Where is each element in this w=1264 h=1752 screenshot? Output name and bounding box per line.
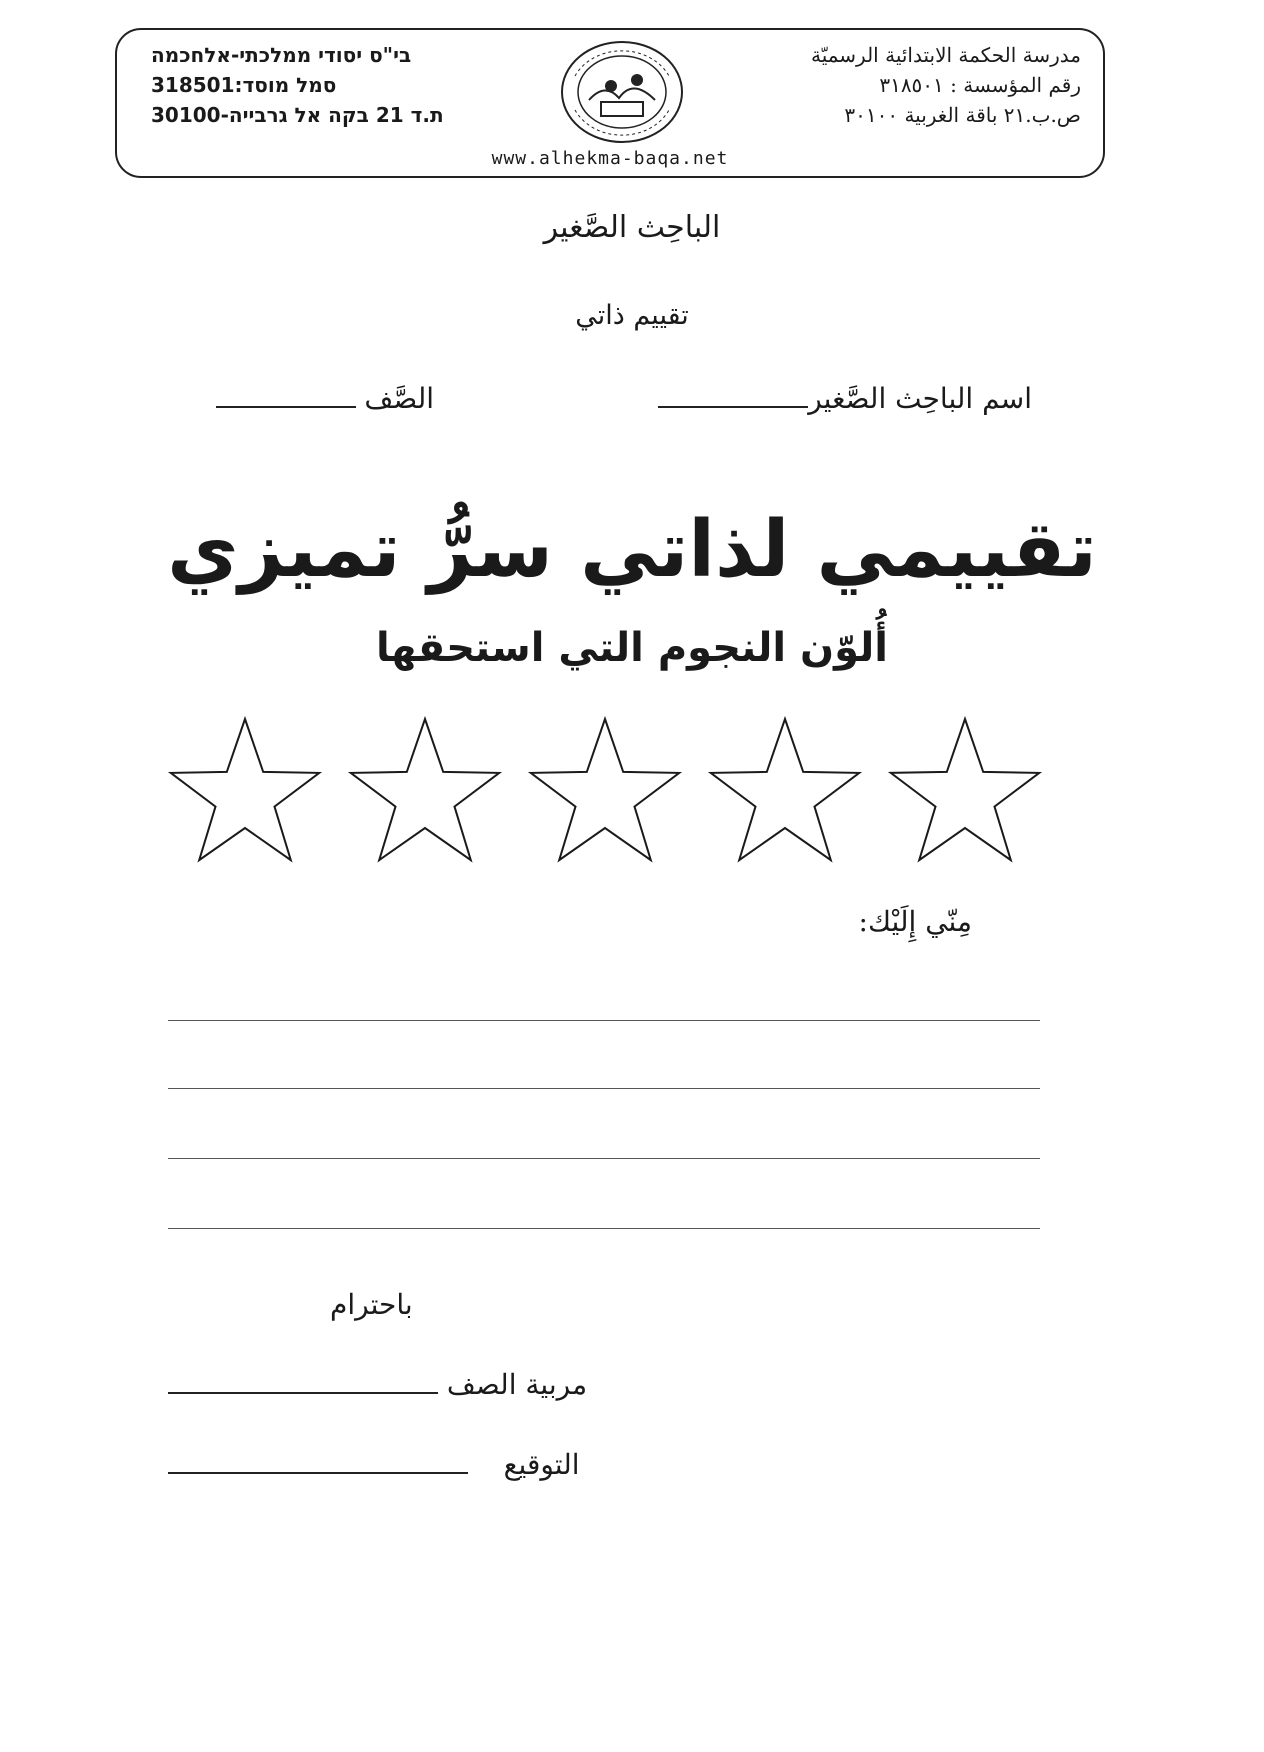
address-hebrew: ת.ד 21 בקה אל גרבייה-30100	[151, 103, 444, 127]
researcher-name-blank[interactable]	[658, 388, 808, 408]
class-field[interactable]	[216, 382, 434, 415]
school-seal-icon	[557, 38, 687, 146]
coloring-instruction: أُلوّن النجوم التي استحقها	[376, 625, 888, 671]
signature-blank[interactable]	[168, 1454, 468, 1474]
message-line[interactable]	[168, 1228, 1040, 1229]
main-title: تقييمي لذاتي سرُّ تميزي	[167, 505, 1097, 595]
signature-field[interactable]	[168, 1448, 580, 1481]
institution-number-hebrew: סמל מוסד:318501	[151, 73, 337, 97]
message-line[interactable]	[168, 1088, 1040, 1089]
page-subtitle: تقييم ذاتي	[575, 300, 689, 331]
message-label: مِنّي إِلَيْك:	[858, 905, 972, 938]
star-icon[interactable]	[891, 719, 1039, 860]
message-line[interactable]	[168, 1158, 1040, 1159]
class-blank[interactable]	[216, 388, 356, 408]
website-link[interactable]: www.alhekma-baqa.net	[491, 148, 729, 169]
message-line[interactable]	[168, 1020, 1040, 1021]
star-rating[interactable]	[155, 715, 1055, 865]
signature-label: التوقيع	[503, 1448, 580, 1481]
star-icon[interactable]	[531, 719, 679, 860]
star-icon[interactable]	[351, 719, 499, 860]
regards-text: باحترام	[330, 1288, 413, 1321]
teacher-label: مربية الصف	[446, 1368, 588, 1401]
class-label: الصَّف	[364, 382, 434, 415]
school-name-arabic: مدرسة الحكمة الابتدائية الرسميّة	[810, 43, 1081, 67]
address-arabic: ص.ب.٢١ باقة الغربية ٣٠١٠٠	[844, 103, 1081, 127]
school-name-hebrew: בי"ס יסודי ממלכתי-אלחכמה	[151, 43, 412, 67]
teacher-blank[interactable]	[168, 1374, 438, 1394]
researcher-name-label: اسم الباحِث الصَّغير	[808, 382, 1032, 415]
letterhead-arabic	[811, 40, 1081, 130]
letterhead-hebrew	[151, 40, 444, 130]
institution-number-arabic: رقم المؤسسة : ٣١٨٥٠١	[879, 73, 1081, 97]
researcher-name-field[interactable]	[658, 382, 1032, 415]
letterhead	[115, 28, 1105, 178]
star-icon[interactable]	[171, 719, 319, 860]
teacher-field[interactable]	[168, 1368, 587, 1401]
star-icon[interactable]	[711, 719, 859, 860]
page-title: الباحِث الصَّغير	[543, 210, 721, 245]
